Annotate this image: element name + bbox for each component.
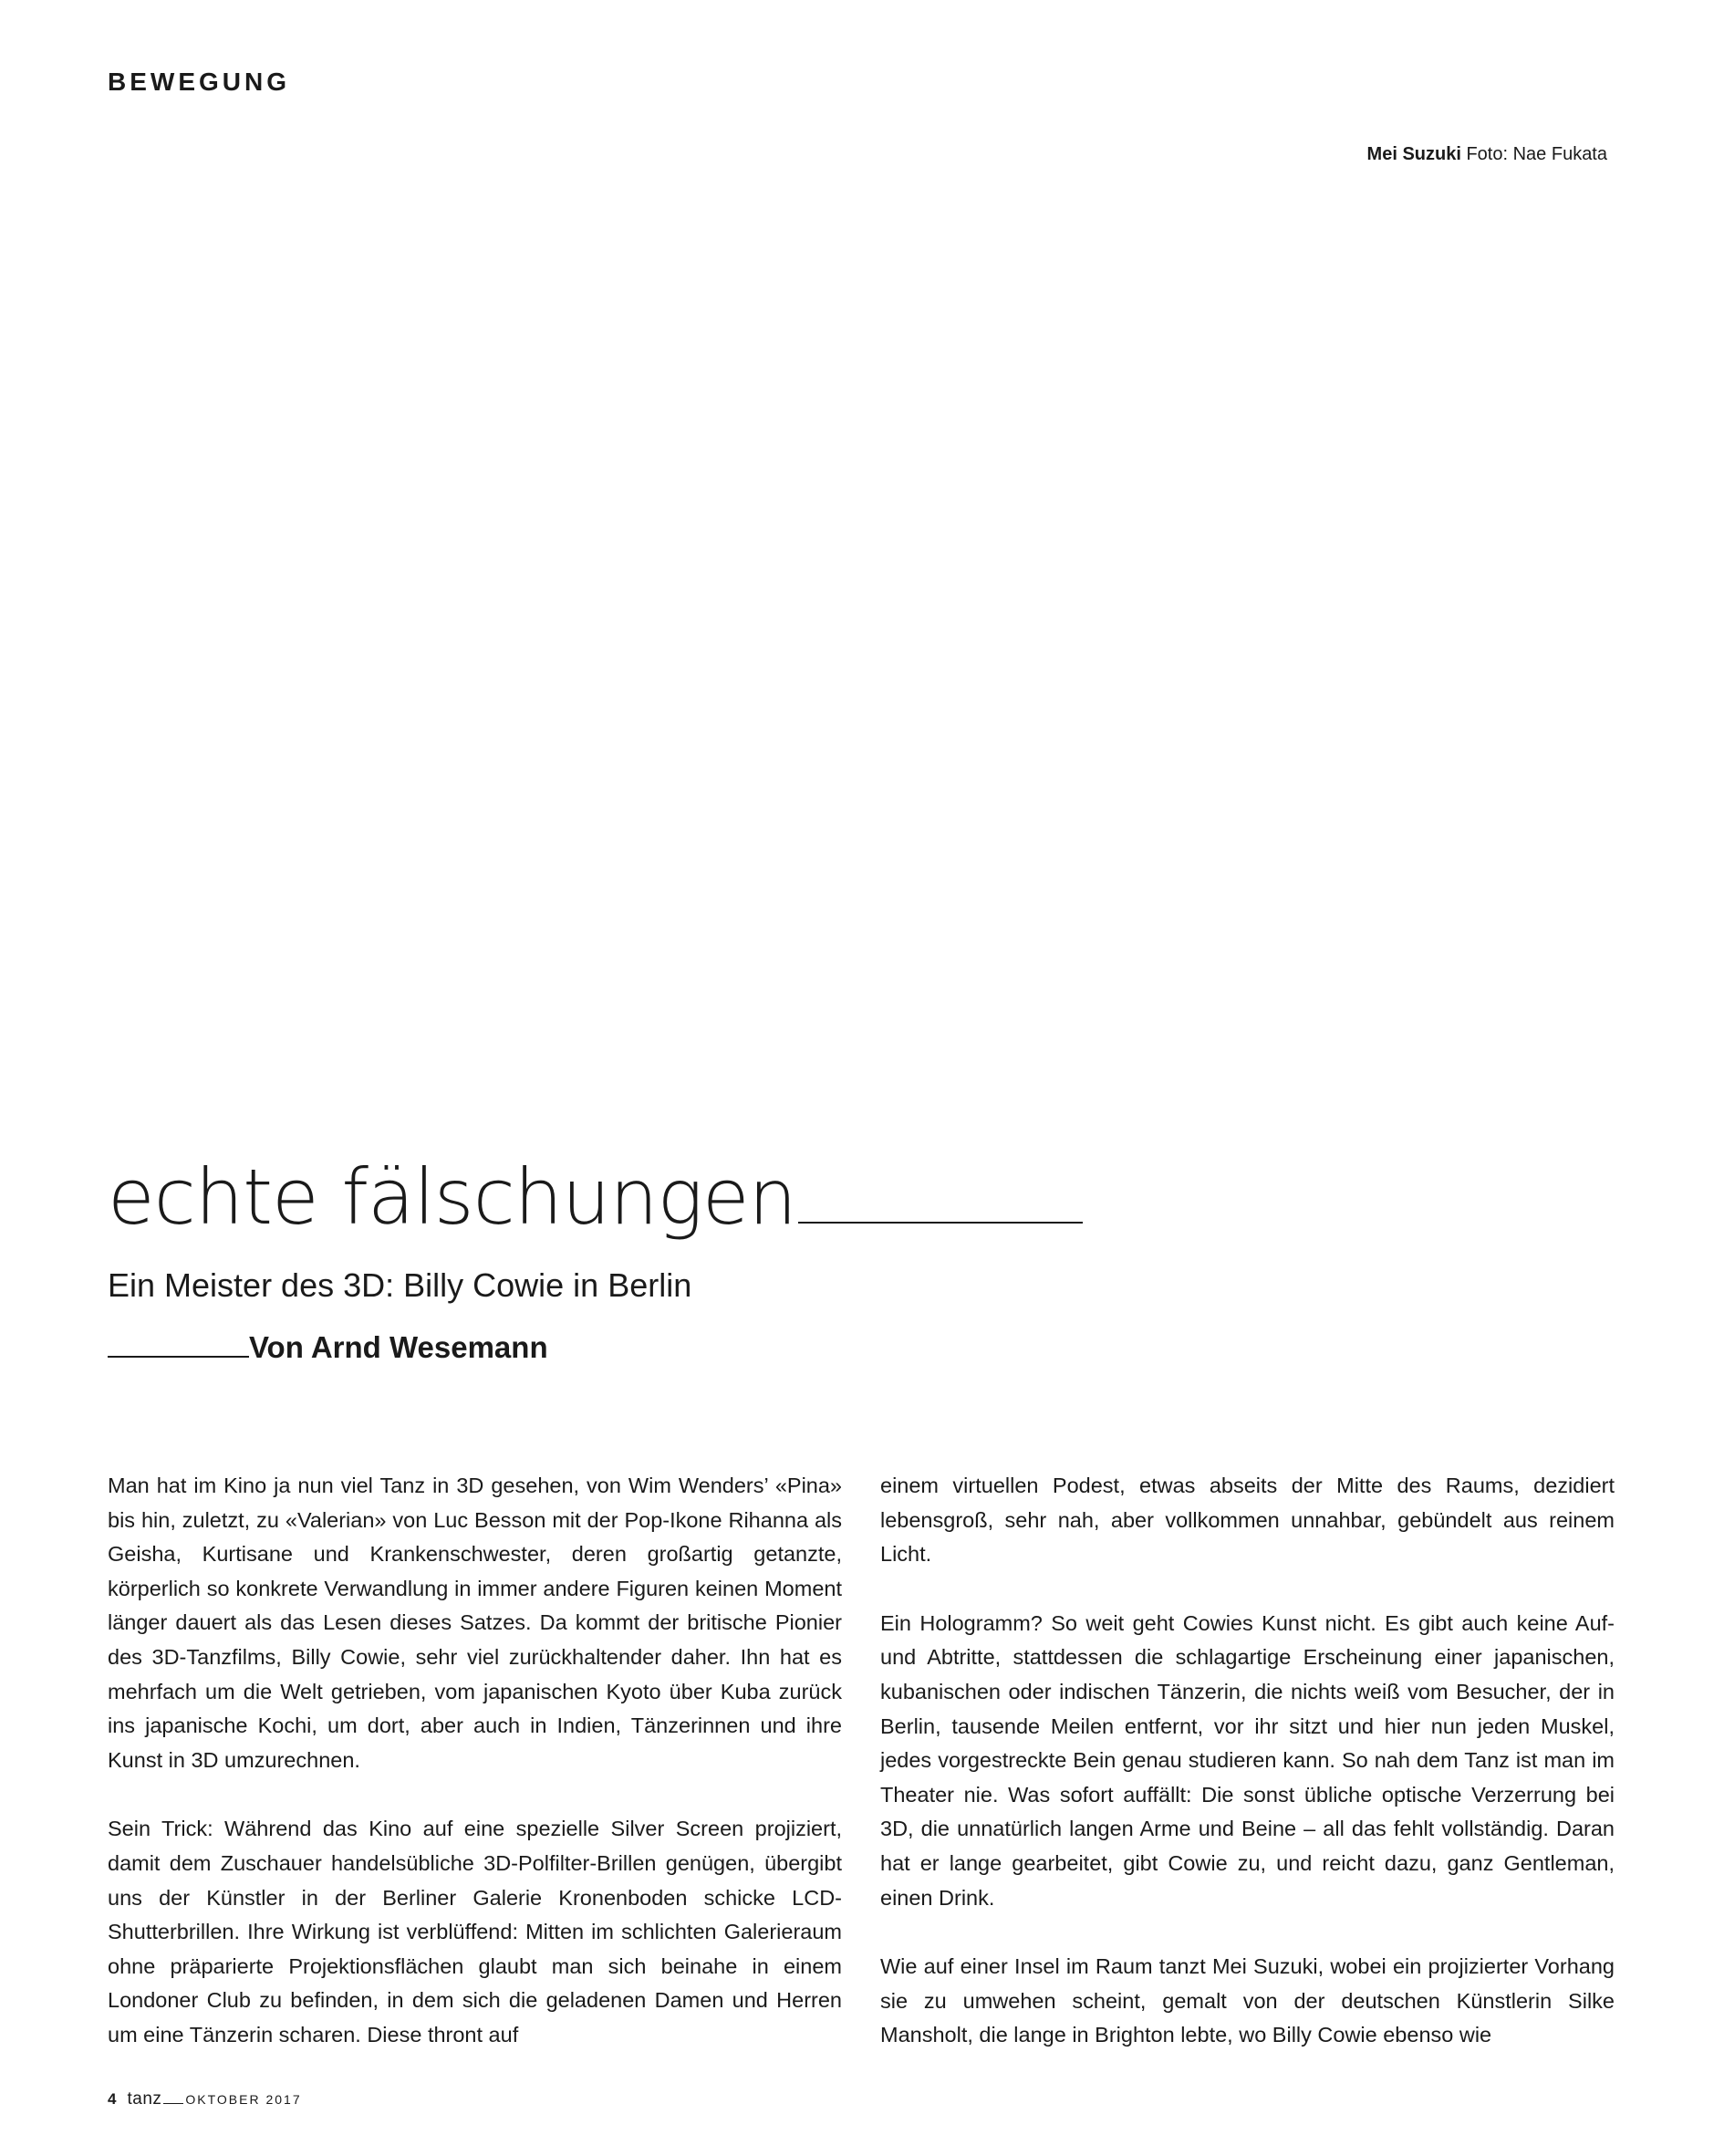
article-subtitle: Ein Meister des 3D: Billy Cowie in Berlin (108, 1266, 692, 1304)
title-underline-rule (798, 1222, 1083, 1224)
column-left (108, 1469, 842, 2062)
article-title-row (108, 1152, 1111, 1250)
magazine-name: tanz (127, 2089, 162, 2109)
paragraph: Wie auf einer Insel im Raum tanzt Mei Suzuki, wobei ein projizierter Vorhang sie zu umwehen scheint, gemalt von der deutschen Künstlerin Silke Mansholt, die lange in Brighton lebte, wo Billy Cowie ebenso wie (880, 1954, 1615, 2047)
page-footer (108, 2089, 302, 2109)
article-title: echte fälschungen (108, 1152, 796, 1242)
byline-rule (108, 1356, 249, 1358)
photo-caption (1367, 144, 1607, 165)
byline-text: Von Arnd Wesemann (249, 1330, 548, 1364)
article-body (108, 1469, 1615, 2062)
paragraph: Ein Hologramm? So weit geht Cowies Kunst nicht. Es gibt auch keine Auf- und Abtritte, stattdessen die schlagartige Erscheinung einer japanischen, kubanischen oder indischen Tänzerin, die nichts weiß vom Besucher, der in Berlin, tausende Meilen entfernt, vor ihr sitzt und hier nun jeden Muskel, jedes vorgestreckte Bein genau studieren kann. So nah dem Tanz ist man im Theater nie. Was sofort auffällt: Die sonst übliche optische Verzerrung bei 3D, die unnatürlich langen Arme und Beine – all das fehlt vollständig. Daran hat er lange gearbeitet, gibt Cowie zu, und reicht dazu, ganz Gentleman, einen Drink. (880, 1610, 1615, 1910)
issue-date: OKTOBER 2017 (185, 2092, 302, 2107)
paragraph: einem virtuellen Podest, etwas abseits der Mitte des Raums, dezidiert lebensgroß, sehr nah, aber vollkommen unnahbar, gebündelt aus reinem Licht. (880, 1474, 1615, 1567)
paragraph: Sein Trick: Während das Kino auf eine spezielle Silver Screen projiziert, damit dem Zuschauer handelsübliche 3D-Polfilter-Brillen genügen, übergibt uns der Künstler in der Berliner Galerie Kronenboden schicke LCD-Shutterbrillen. Ihre Wirkung ist verblüffend: Mitten im schlichten Galerieraum ohne präparierte Projektionsflächen glaubt man sich beinahe in einem Londoner Club zu befinden, in dem sich die geladenen Damen und Herren um eine Tänzerin scharen. Diese thront auf (108, 1817, 842, 2047)
caption-name: Mei Suzuki (1366, 144, 1461, 164)
footer-rule (163, 2103, 183, 2104)
section-label: BEWEGUNG (108, 68, 290, 96)
page-number: 4 (108, 2090, 117, 2108)
byline (108, 1330, 548, 1365)
paragraph: Man hat im Kino ja nun viel Tanz in 3D gesehen, von Wim Wenders’ «Pina» bis hin, zuletzt, zu «Valerian» von Luc Besson mit der Pop-Ikone Rihanna als Geisha, Kurtisane und Krankenschwester, deren großartig getanzte, körperlich so konkrete Verwandlung in immer andere Figuren keinen Moment länger dauert als das Lesen dieses Satzes. Da kommt der britische Pionier des 3D-Tanzfilms, Billy Cowie, sehr viel zurückhaltender daher. Ihn hat es mehrfach um die Welt getrieben, vom japanischen Kyoto über Kuba zurück ins japanische Kochi, um dort, aber auch in Indien, Tänzerinnen und ihre Kunst in 3D umzurechnen. (108, 1474, 842, 1772)
caption-credit: Foto: Nae Fukata (1466, 144, 1607, 164)
column-right (880, 1469, 1615, 2062)
